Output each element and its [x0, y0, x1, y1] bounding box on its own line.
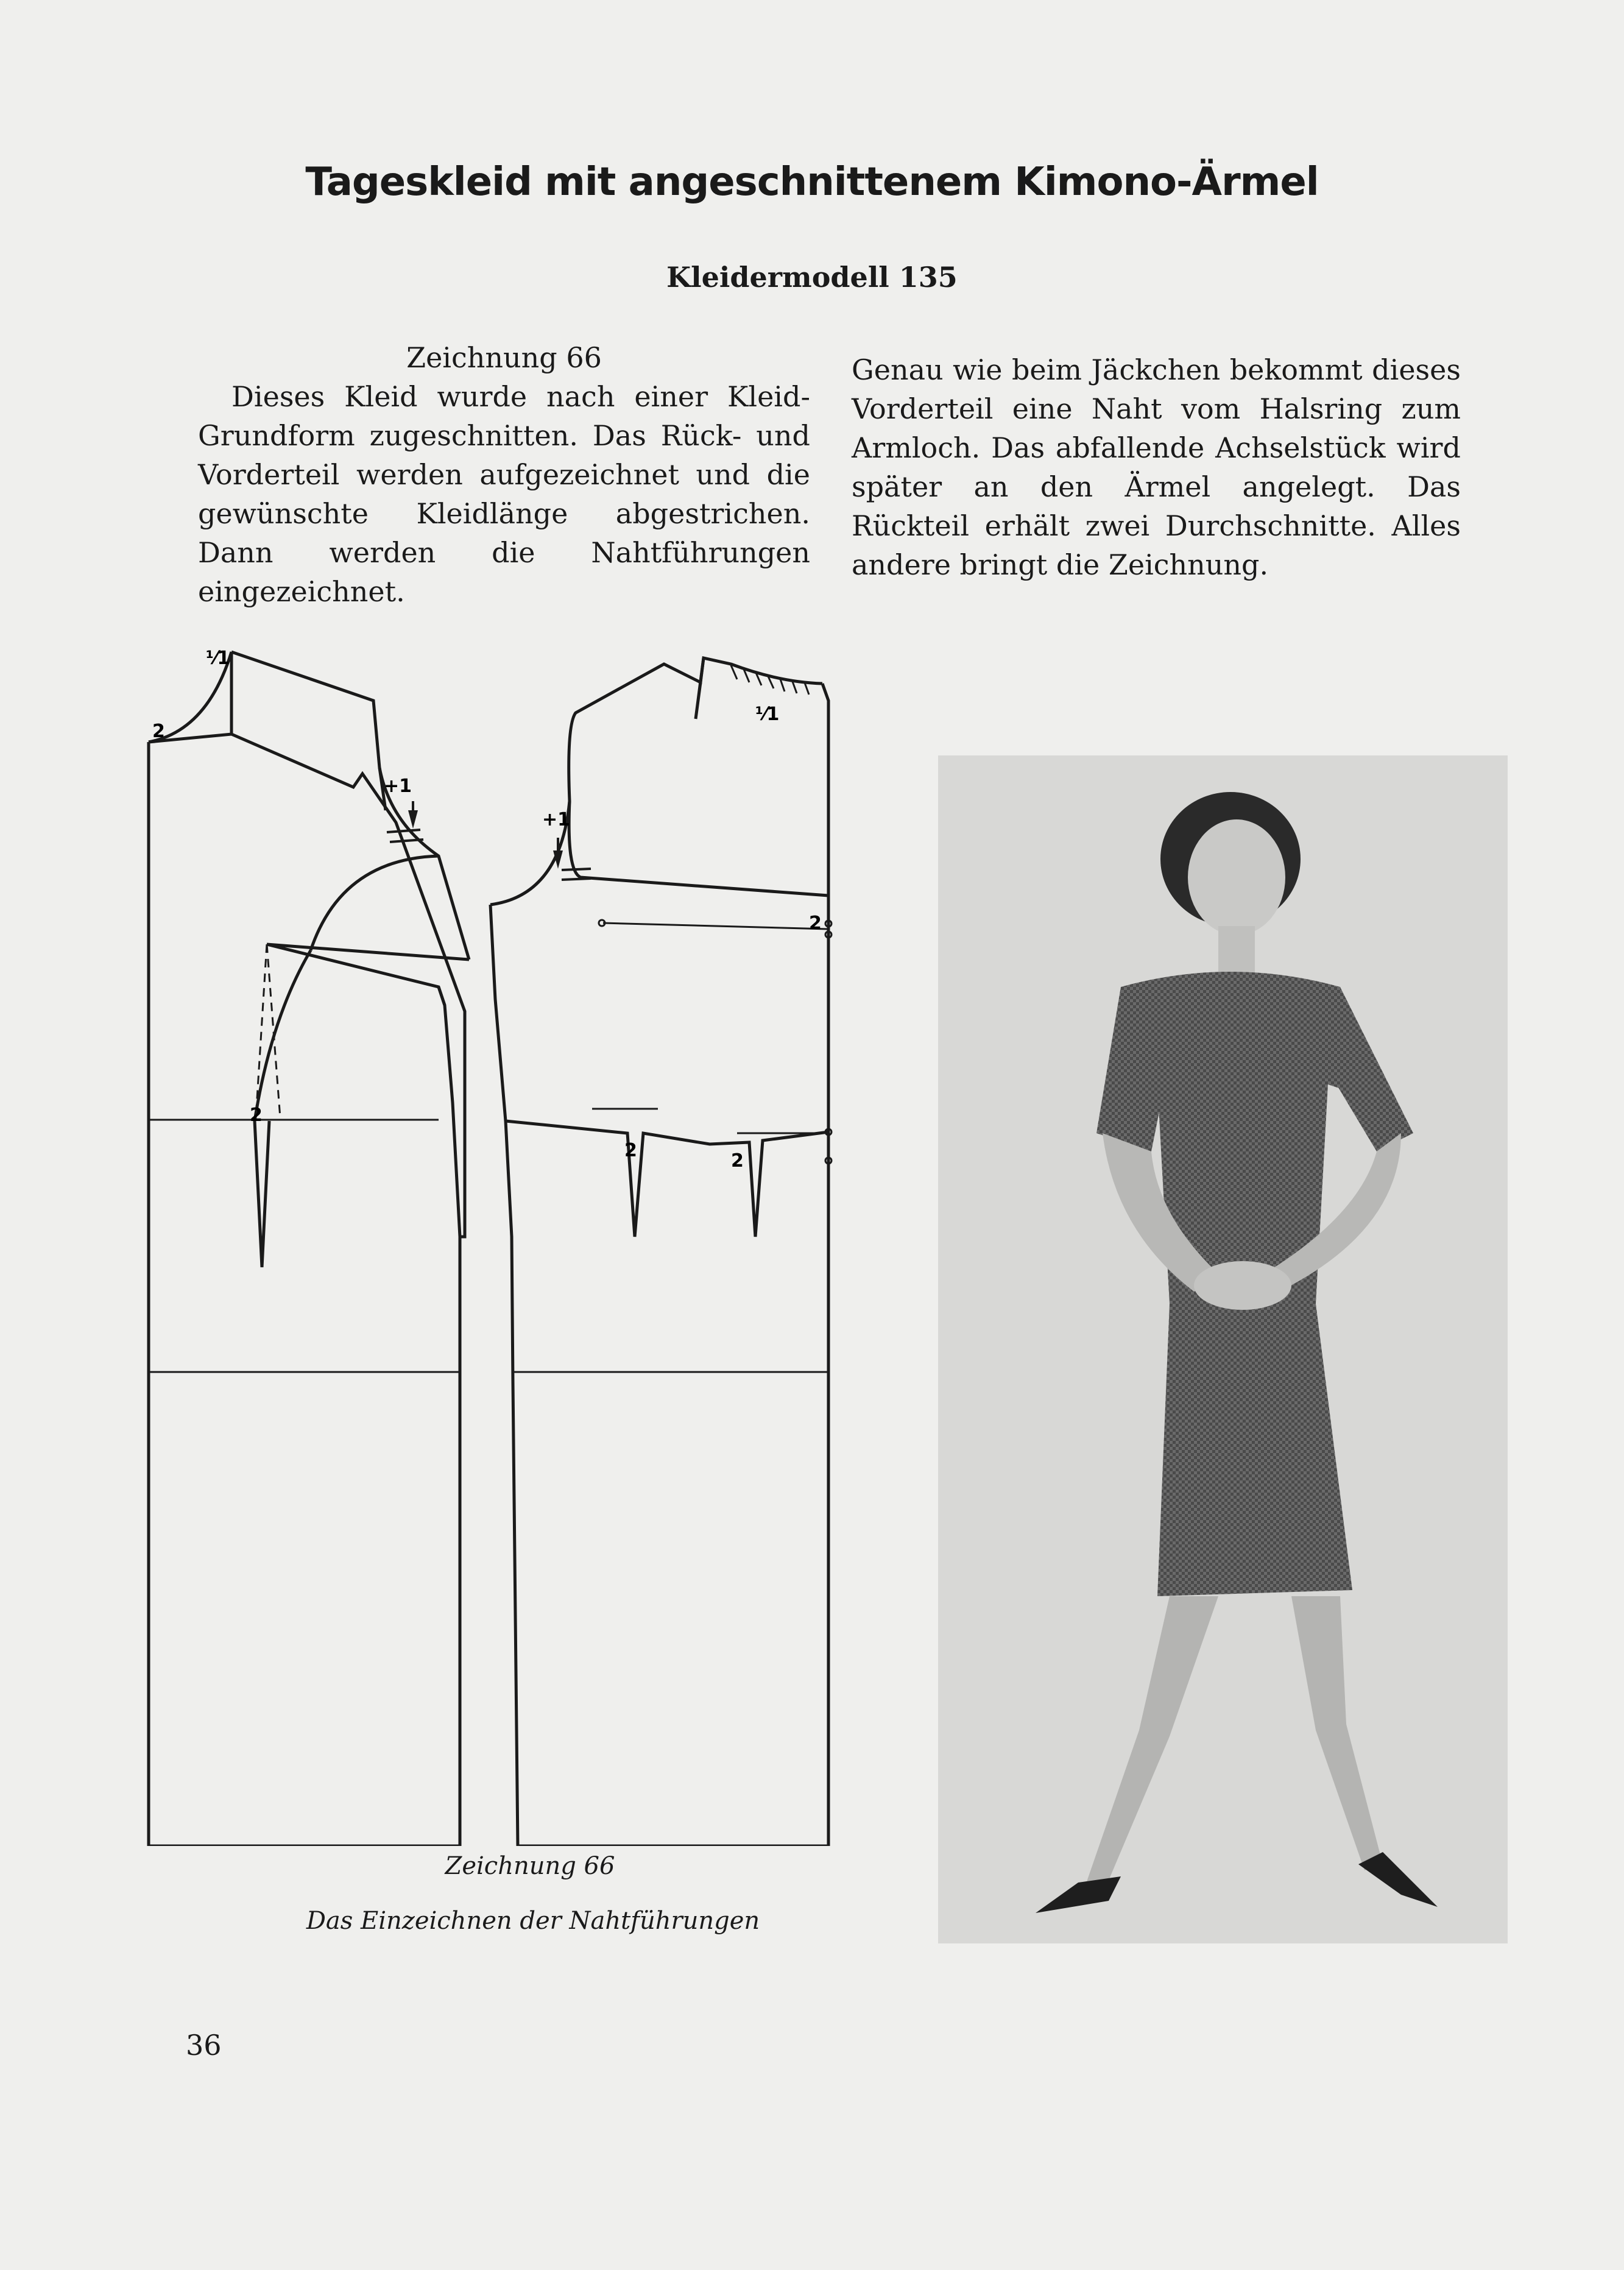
left-column-paragraph: Dieses Kleid wurde nach einer Kleid-Grundform zugeschnitten. Das Rück- und Vorderteil werden aufgezeichnet und die gewünschte Kleidlänge abgestrichen. Dann werden die Nahtführungen eingezeichnet. — [198, 380, 810, 608]
figure-caption-title: Zeichnung 66 — [445, 1852, 615, 1880]
label-front-dart-left: 2 — [624, 1140, 637, 1161]
label-front-dart-right: 2 — [731, 1150, 744, 1172]
label-front-armhole: +1 — [542, 809, 571, 830]
right-text-column — [852, 350, 1461, 584]
right-column-paragraph: Genau wie beim Jäckchen bekommt dieses Vorderteil eine Naht vom Halsring zum Armloch. Das abfallende Achselstück wird später an den Ärmel angelegt. Das Rückteil erhält zwei Durchschnitte. Alles andere bringt die Zeichnung. — [852, 353, 1461, 581]
page-number: 36 — [186, 2029, 222, 2062]
page-title: Tageskleid mit angeschnittenem Kimono-Ärmel — [305, 160, 1319, 205]
sewing-pattern-drawing — [140, 628, 847, 1846]
label-back-waist-dart: 2 — [250, 1105, 263, 1126]
figure-caption-text: Das Einzeichnen der Nahtführungen — [306, 1907, 760, 1935]
label-front-neck: ⅟1 — [755, 704, 780, 725]
label-back-neck: 2 — [152, 721, 165, 742]
left-column-heading: Zeichnung 66 — [406, 341, 602, 374]
model-photograph — [938, 755, 1508, 1943]
left-text-column — [198, 338, 810, 611]
label-back-shoulder: ⅟1 — [206, 648, 230, 669]
label-back-armhole: +1 — [384, 776, 412, 797]
page-subtitle: Kleidermodell 135 — [666, 261, 958, 294]
label-front-bust-seam: 2 — [809, 913, 822, 934]
